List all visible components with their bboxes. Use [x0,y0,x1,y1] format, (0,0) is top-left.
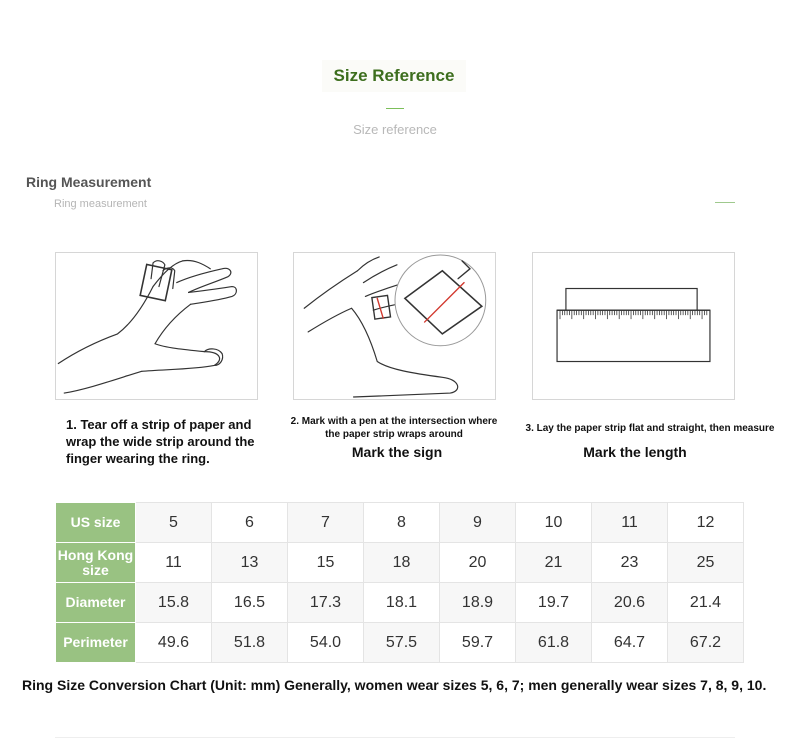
table-cell: 21 [516,543,592,583]
table-row [56,503,744,543]
row-header: Perimeter [56,623,136,663]
step2-label: Mark the sign [351,444,443,460]
table-cell: 18.9 [440,583,516,623]
table-cell: 57.5 [364,623,440,663]
table-cell: 6 [212,503,288,543]
table-row [56,543,744,583]
section-divider [715,202,735,203]
table-row [56,583,744,623]
step1-text: 1. Tear off a strip of paper and wrap the wide strip around the finger wearing the ring. [66,417,255,466]
table-cell: 11 [592,503,668,543]
table-cell: 7 [288,503,364,543]
section-subtitle: Ring measurement [54,198,147,210]
step1-illustration [55,252,258,400]
table-cell: 15 [288,543,364,583]
table-cell: 18.1 [364,583,440,623]
table-cell: 25 [668,543,744,583]
bottom-divider [55,737,735,738]
step3-label: Mark the length [583,444,687,460]
section-title: Ring Measurement [26,174,152,190]
table-cell: 20.6 [592,583,668,623]
table-cell: 8 [364,503,440,543]
table-cell: 67.2 [668,623,744,663]
ruler-measure-icon [533,253,734,399]
table-cell: 51.8 [212,623,288,663]
table-cell: 54.0 [288,623,364,663]
title-divider [386,108,404,109]
row-header: US size [56,503,136,543]
table-cell: 59.7 [440,623,516,663]
step3-text: 3. Lay the paper strip flat and straight, then measure [525,423,775,434]
table-cell: 20 [440,543,516,583]
table-cell: 9 [440,503,516,543]
table-cell: 16.5 [212,583,288,623]
row-header: Diameter [56,583,136,623]
step3-illustration [532,252,735,400]
mark-with-pen-icon [294,253,495,399]
table-cell: 12 [668,503,744,543]
table-cell: 13 [212,543,288,583]
page-title: Size Reference [322,60,466,92]
size-chart-note: Ring Size Conversion Chart (Unit: mm) Generally, women wear sizes 5, 6, 7; men generally wear sizes 7, 8, 9, 10. [22,677,767,693]
ring-size-table [55,502,744,663]
table-cell: 15.8 [136,583,212,623]
table-cell: 61.8 [516,623,592,663]
page-subtitle: Size reference [353,122,437,137]
table-row [56,623,744,663]
table-cell: 10 [516,503,592,543]
table-cell: 23 [592,543,668,583]
row-header: Hong Kong size [56,543,136,583]
table-cell: 64.7 [592,623,668,663]
table-cell: 17.3 [288,583,364,623]
table-cell: 5 [136,503,212,543]
table-cell: 19.7 [516,583,592,623]
step2-text: 2. Mark with a pen at the intersection where the paper strip wraps around [290,416,498,440]
hand-paper-strip-icon [56,253,257,399]
table-cell: 11 [136,543,212,583]
step2-illustration [293,252,496,400]
table-cell: 21.4 [668,583,744,623]
table-cell: 49.6 [136,623,212,663]
table-cell: 18 [364,543,440,583]
